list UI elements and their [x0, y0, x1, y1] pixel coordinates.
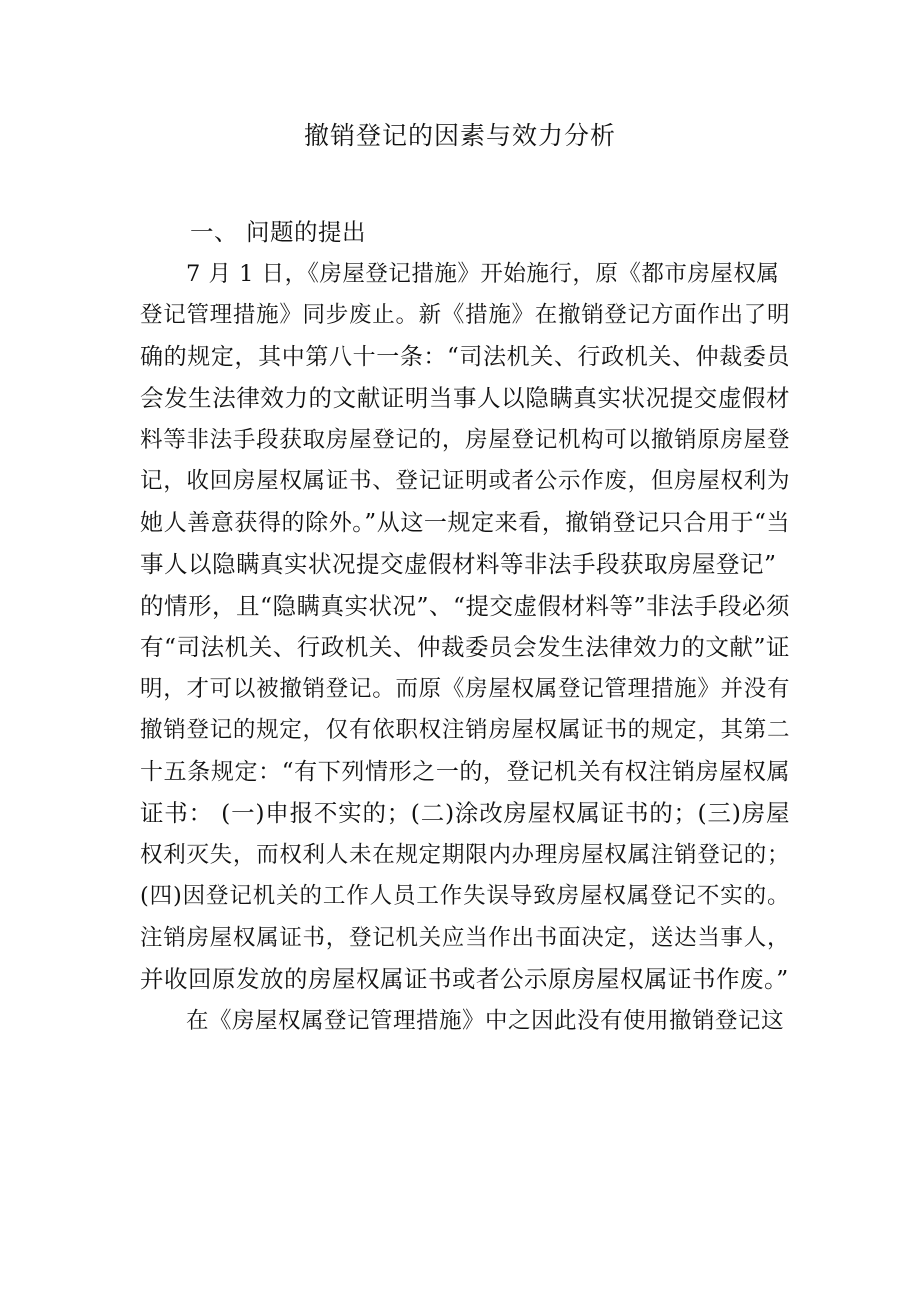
paragraph-1-line: 注销房屋权属证书，登记机关应当作出书面决定，送达当事人，	[140, 924, 790, 951]
paragraph-1-line: 她人善意获得的除外。”从这一规定来看，撤销登记只合用于“当	[140, 509, 790, 536]
paragraph-1-line: (四)因登记机关的工作人员工作失误导致房屋权属登记不实的。	[140, 883, 790, 909]
paragraph-1-line: 证书： (一)申报不实的；(二)涂改房屋权属证书的；(三)房屋	[140, 799, 790, 827]
paragraph-1-line: 登记管理措施》同步废止。新《措施》在撤销登记方面作出了明	[140, 302, 790, 328]
paragraph-1-line: 有“司法机关、行政机关、仲裁委员会发生法律效力的文献”证	[140, 633, 790, 661]
section-heading: 一、 问题的提出	[190, 218, 366, 246]
paragraph-1-line: 十五条规定：“有下列情形之一的，登记机关有权注销房屋权属	[140, 758, 790, 785]
paragraph-1-line: 料等非法手段获取房屋登记的，房屋登记机构可以撤销原房屋登	[140, 426, 790, 453]
document-title: 撤销登记的因素与效力分析	[303, 121, 616, 150]
paragraph-1-line: 并收回原发放的房屋权属证书或者公示原房屋权属证书作废。”	[140, 965, 789, 993]
paragraph-1-line: 7 月 1 日，《房屋登记措施》开始施行，原《都市房屋权属	[186, 260, 780, 287]
paragraph-1-line: 权利灭失，而权利人未在规定期限内办理房屋权属注销登记的；	[140, 841, 790, 868]
paragraph-1-line: 的情形，且“隐瞒真实状况”、“提交虚假材料等”非法手段必须	[140, 591, 791, 620]
paragraph-1-line: 事人以隐瞒真实状况提交虚假材料等非法手段获取房屋登记”	[140, 550, 777, 578]
paragraph-1-line: 明，才可以被撤销登记。而原《房屋权属登记管理措施》并没有	[140, 675, 790, 702]
paragraph-1-line: 撤销登记的规定，仅有依职权注销房屋权属证书的规定，其第二	[140, 717, 790, 743]
paragraph-1-line: 记，收回房屋权属证书、登记证明或者公示作废，但房屋权利为	[140, 468, 790, 494]
paragraph-2-line: 在《房屋权属登记管理措施》中之因此没有使用撤销登记这	[186, 1007, 785, 1034]
document-body	[140, 212, 790, 1042]
paragraph-1-line: 会发生法律效力的文献证明当事人以隐瞒真实状况提交虚假材	[140, 384, 790, 412]
paragraph-1-line: 确的规定，其中第八十一条：“司法机关、行政机关、仲裁委员	[140, 343, 790, 370]
